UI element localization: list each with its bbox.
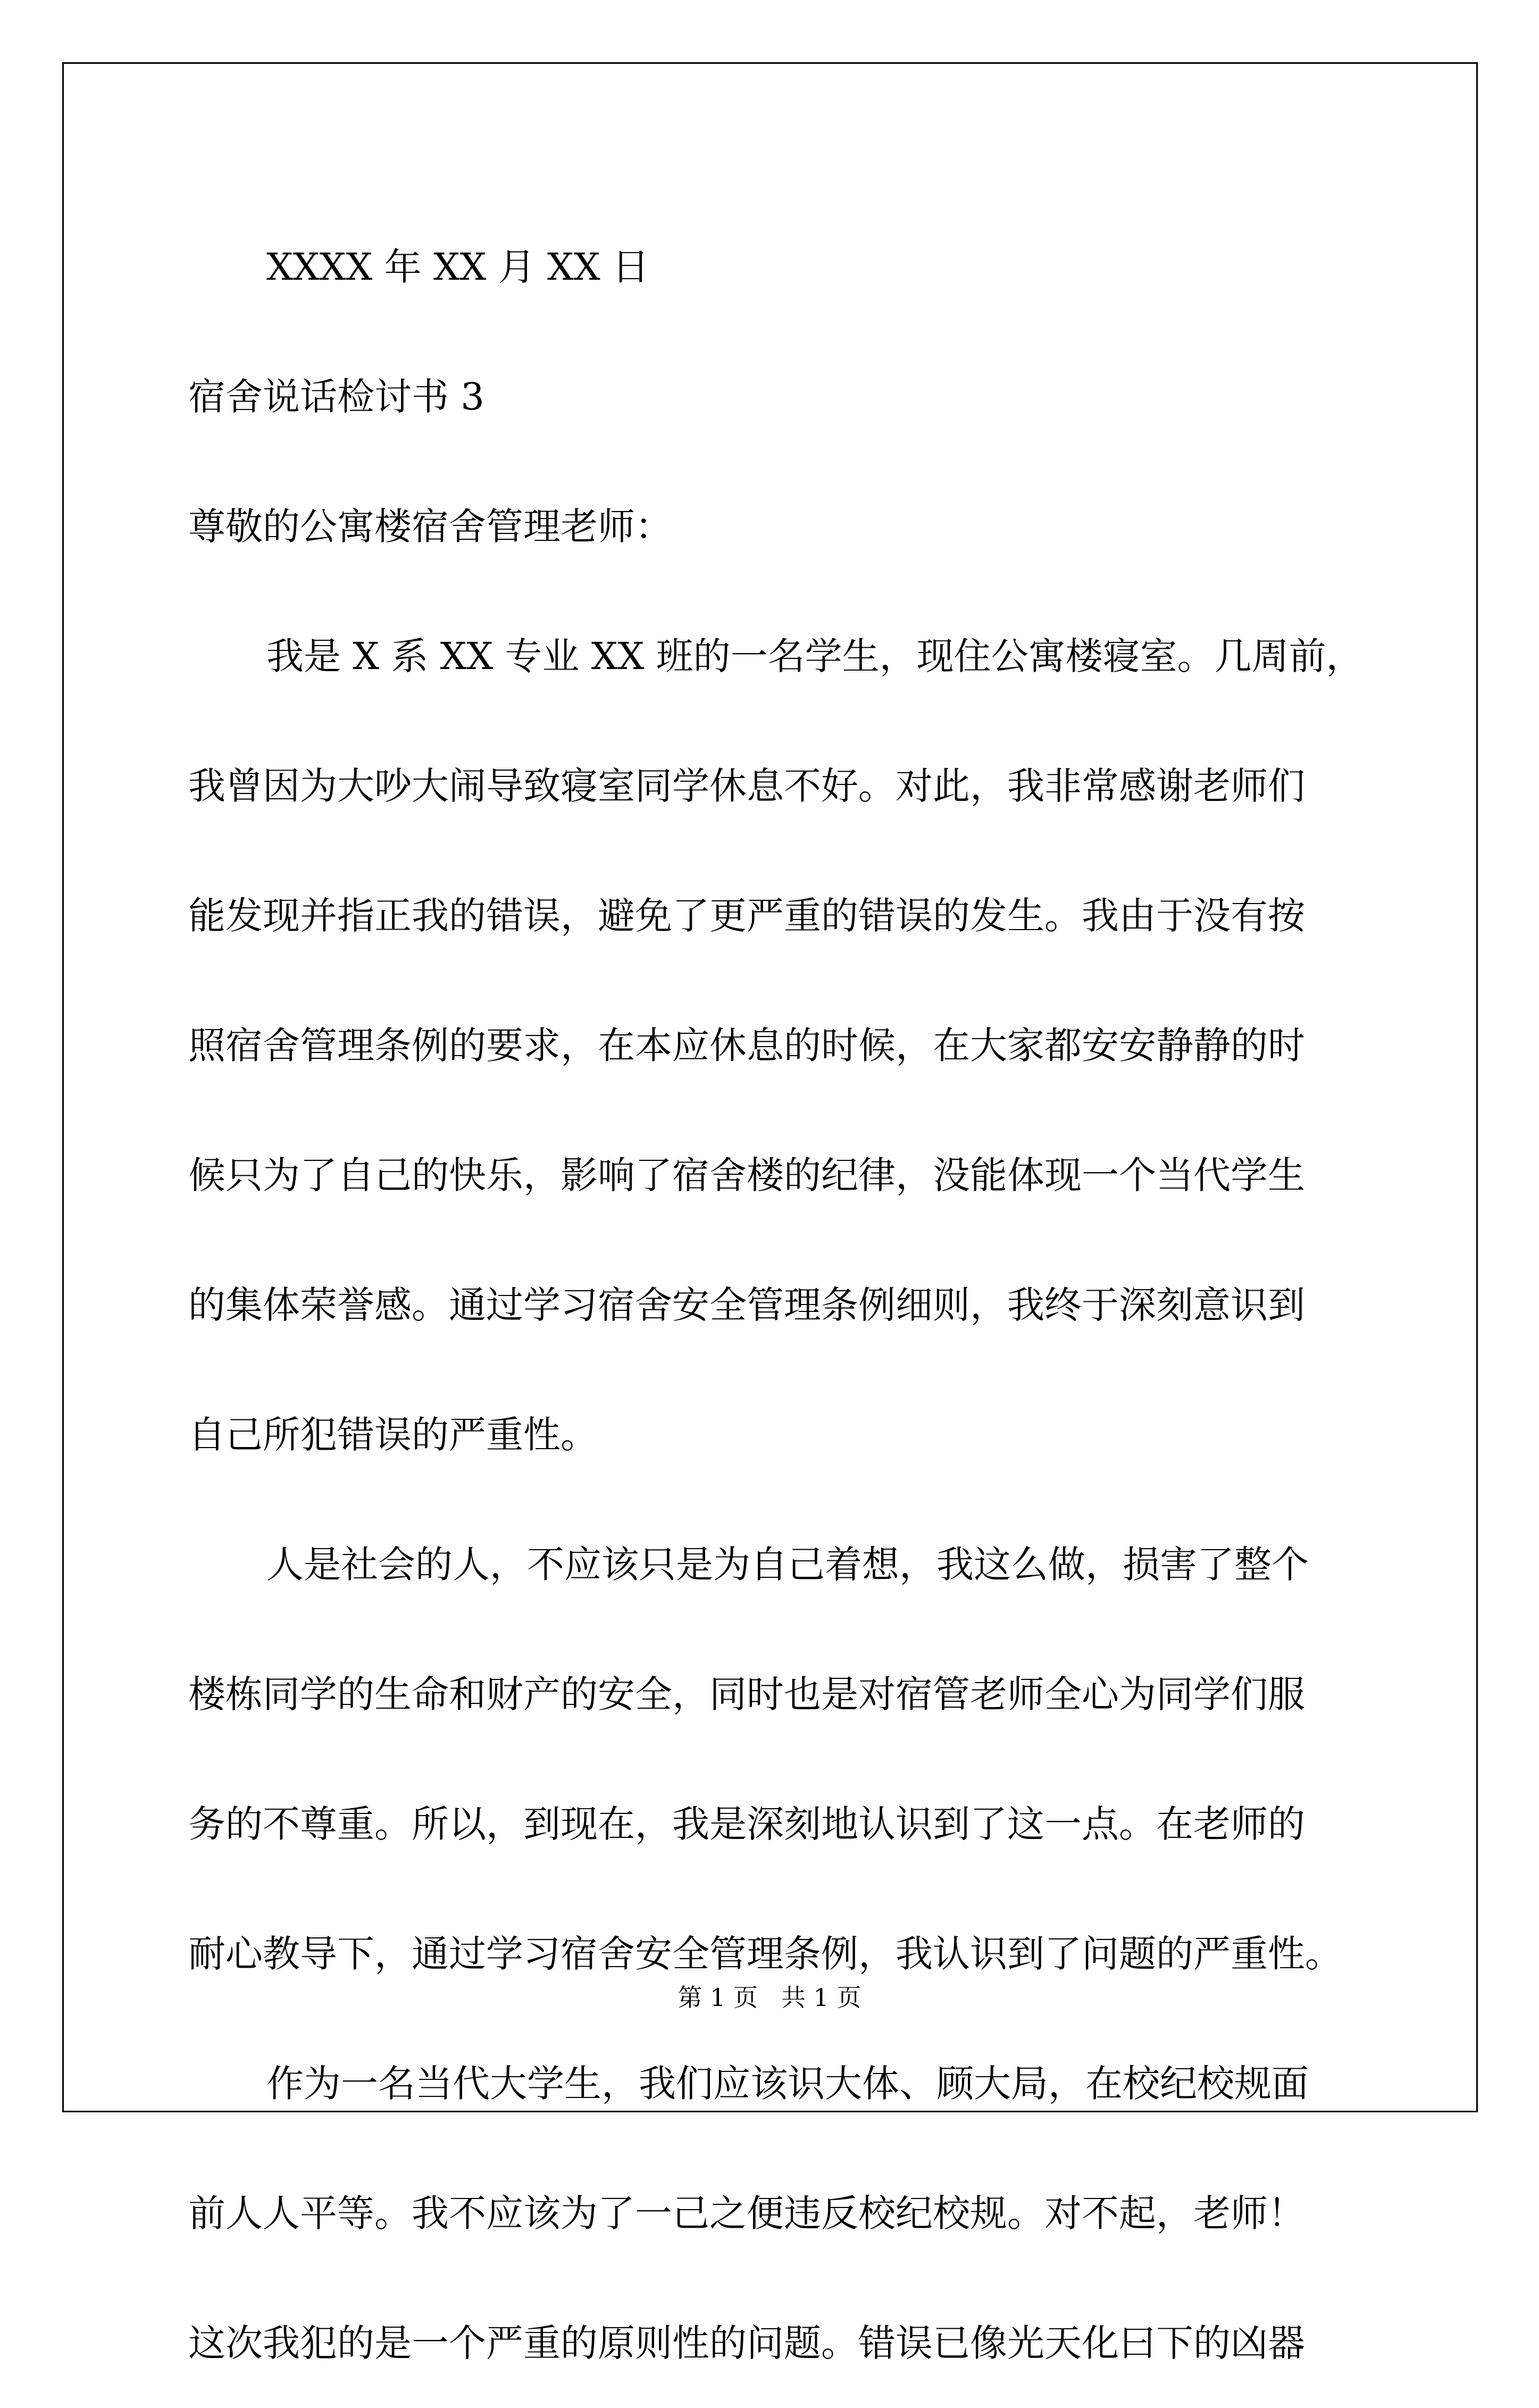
paragraph-line: 作为一名当代大学生，我们应该识大体、顾大局，在校纪校规面 bbox=[266, 2062, 1309, 2105]
paragraph-line: 能发现并指正我的错误，避免了更严重的错误的发生。我由于没有按 bbox=[188, 894, 1305, 938]
paragraph-line: 我曾因为大吵大闹导致寝室同学休息不好。对此，我非常感谢老师们 bbox=[188, 764, 1305, 808]
paragraph-line: 我是 X 系 XX 专业 XX 班的一名学生，现住公寓楼寝室。几周前， bbox=[266, 634, 1364, 678]
paragraph-line: 候只为了自己的快乐，影响了宿舍楼的纪律，没能体现一个当代学生 bbox=[188, 1153, 1305, 1197]
paragraph-line: 耐心教导下，通过学习宿舍安全管理条例，我认识到了问题的严重性。 bbox=[188, 1932, 1342, 1976]
paragraph-line: 人是社会的人，不应该只是为自己着想，我这么做，损害了整个 bbox=[266, 1543, 1309, 1586]
paragraph-line: 的集体荣誉感。通过学习宿舍安全管理条例细则，我终于深刻意识到 bbox=[188, 1283, 1305, 1327]
paragraph-line: 这次我犯的是一个严重的原则性的问题。错误已像光天化曰下的凶器 bbox=[188, 2321, 1305, 2365]
page-footer: 第 1 页 共 1 页 bbox=[678, 1983, 861, 2012]
paragraph-line: 前人人平等。我不应该为了一己之便违反校纪校规。对不起，老师！ bbox=[188, 2192, 1305, 2235]
document-body bbox=[188, 202, 1364, 2408]
salutation: 尊敬的公寓楼宿舍管理老师： bbox=[188, 505, 672, 548]
paragraph-line: 务的不尊重。所以，到现在，我是深刻地认识到了这一点。在老师的 bbox=[188, 1802, 1305, 1846]
date-line: XXXX 年 XX 月 XX 日 bbox=[266, 245, 649, 289]
paragraph-line: 楼栋同学的生命和财产的安全，同时也是对宿管老师全心为同学们服 bbox=[188, 1673, 1305, 1716]
document-title: 宿舍说话检讨书 3 bbox=[188, 375, 484, 419]
paragraph-line: 自己所犯错误的严重性。 bbox=[188, 1413, 598, 1457]
paragraph-line: 照宿舍管理条例的要求，在本应休息的时候，在大家都安安静静的时 bbox=[188, 1024, 1305, 1067]
